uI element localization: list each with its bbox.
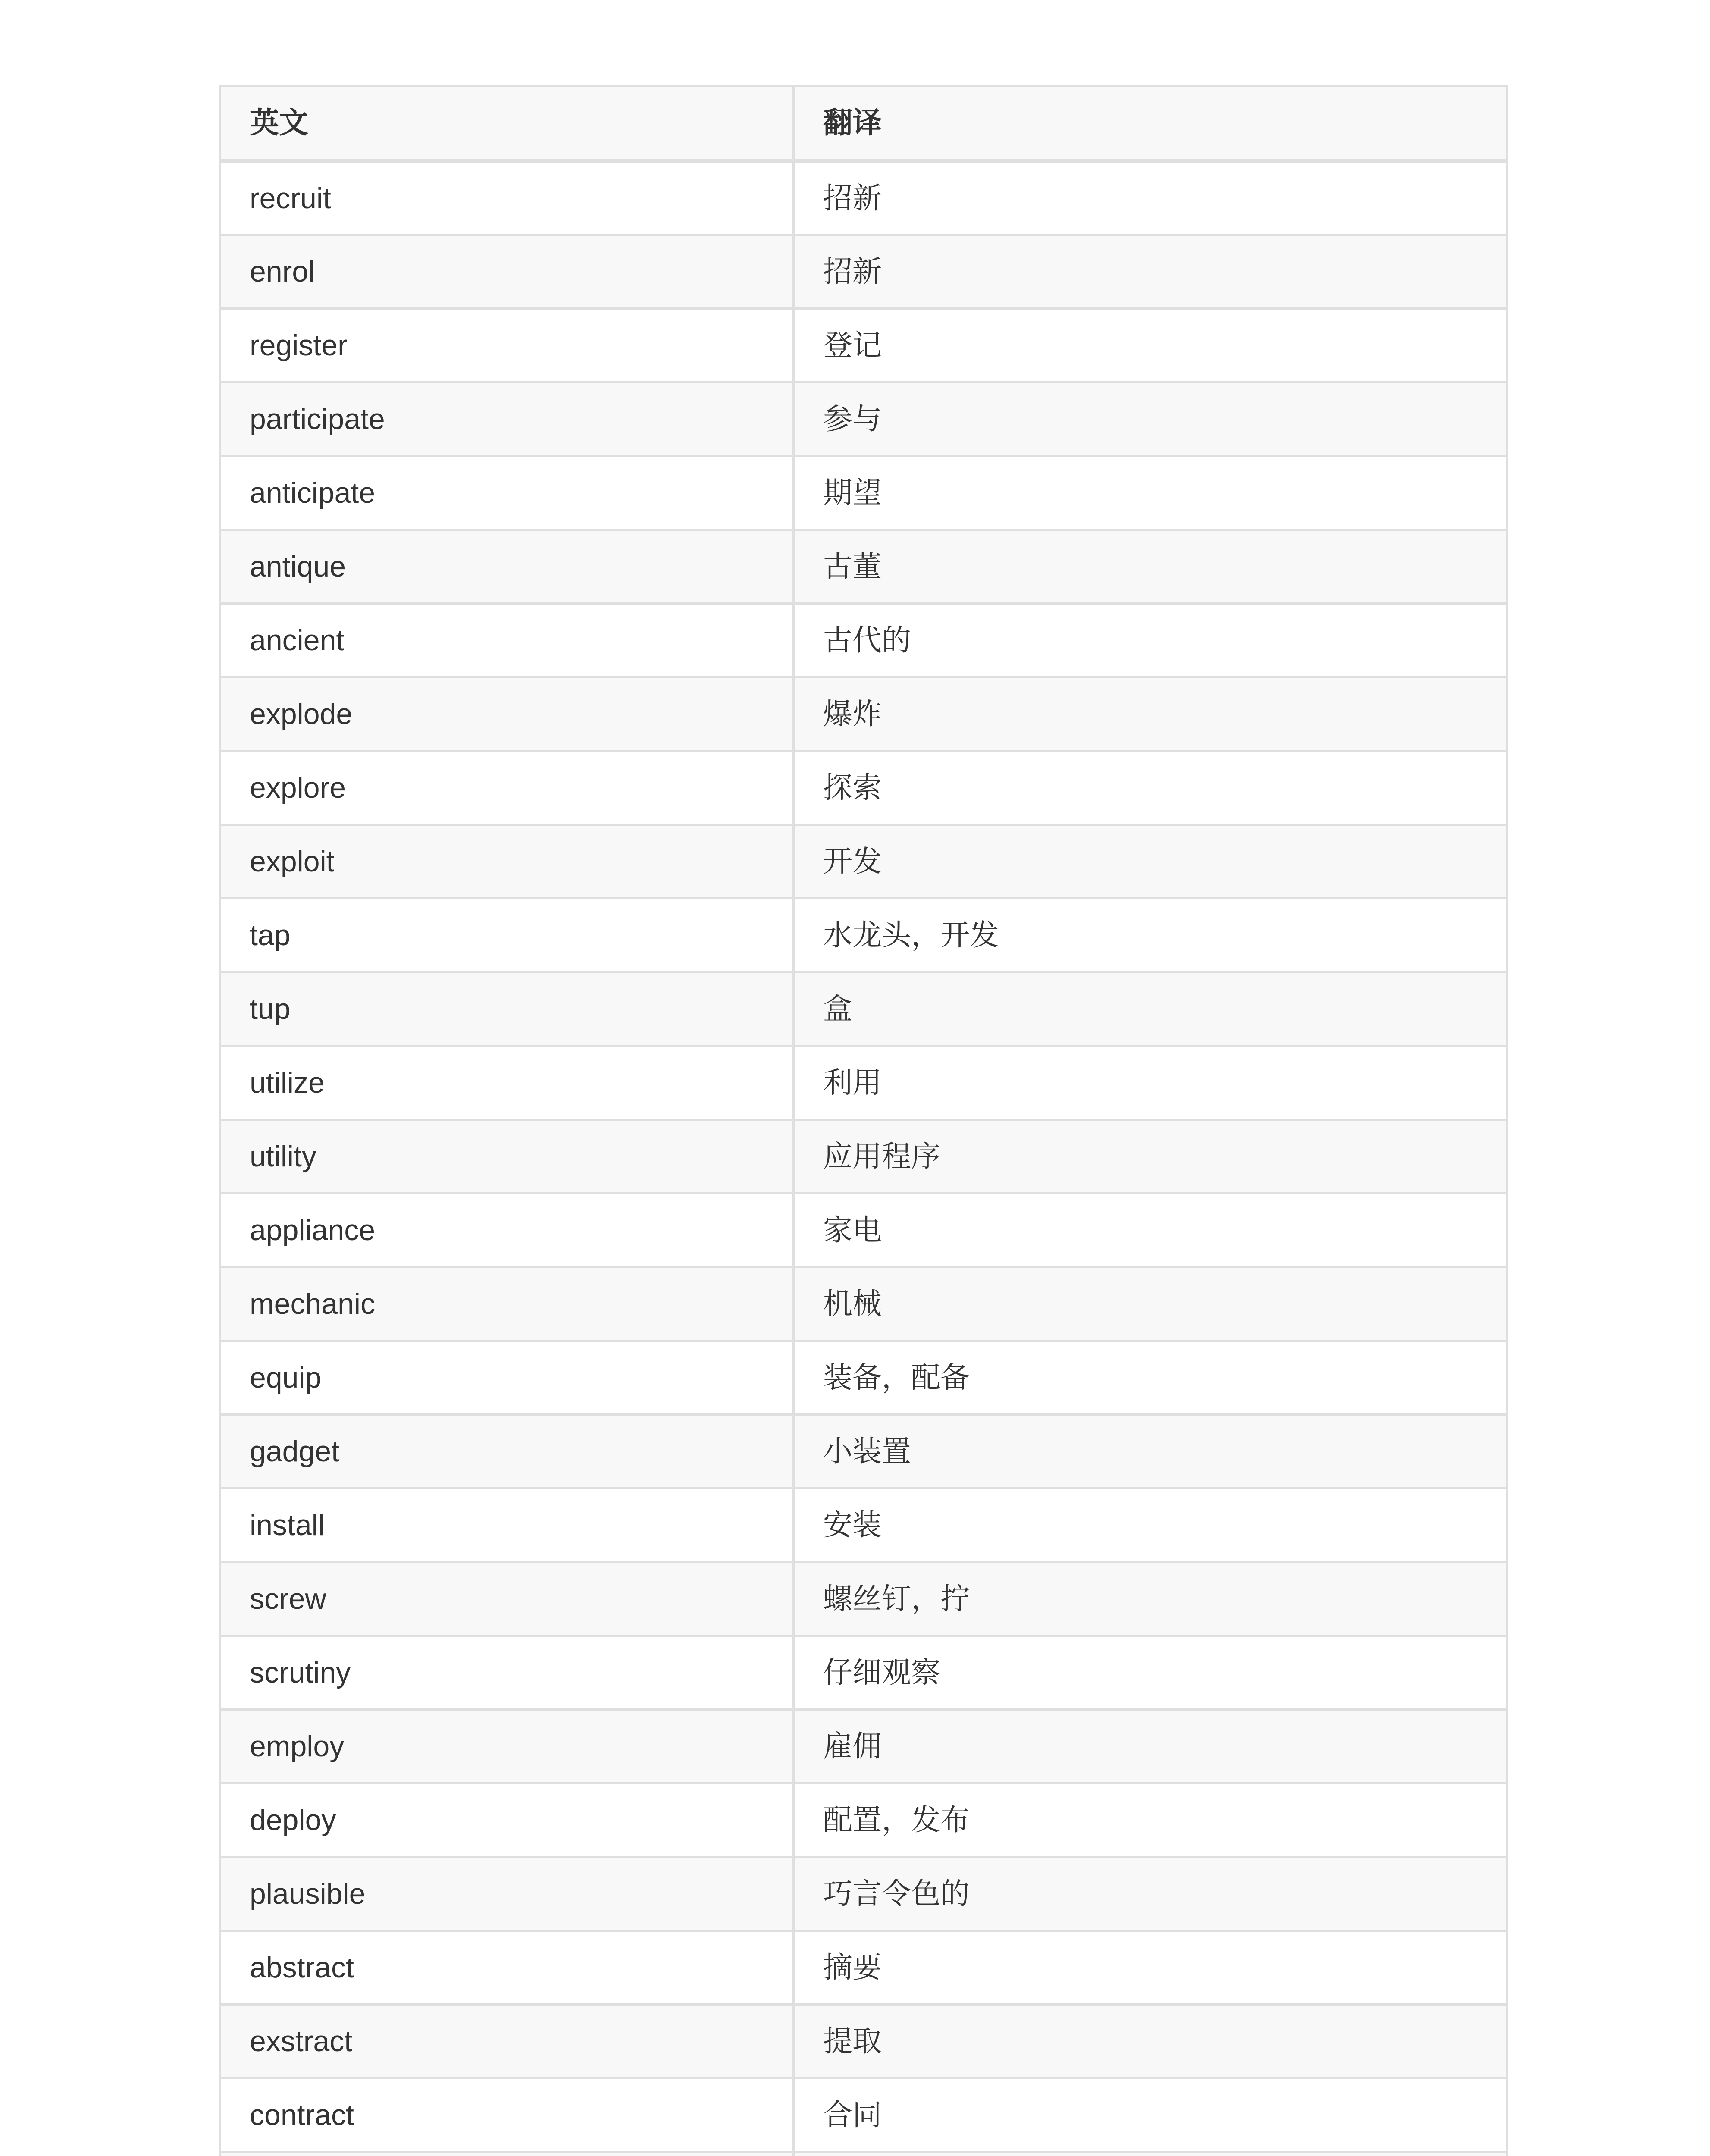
table-row [220,382,1507,456]
translation-cell [794,2152,1507,2156]
table-row [220,972,1507,1046]
translation-cell: 利用 [794,1046,1507,1120]
english-cell: antique [220,530,794,604]
table-row [220,456,1507,530]
english-cell: equip [220,1341,794,1415]
translation-cell: 水龙头，开发 [794,899,1507,972]
english-cell: exploit [220,825,794,899]
table-row [220,2152,1507,2156]
header-translation: 翻译 [794,86,1507,161]
translation-cell: 应用程序 [794,1120,1507,1194]
english-cell: employ [220,1710,794,1783]
table-header [220,86,1507,161]
table-row [220,1857,1507,1931]
translation-cell: 巧言令色的 [794,1857,1507,1931]
table-row [220,1710,1507,1783]
table-row [220,1120,1507,1194]
translation-cell: 机械 [794,1267,1507,1341]
english-cell: tup [220,972,794,1046]
english-cell: contract [220,2078,794,2152]
translation-cell: 探索 [794,751,1507,825]
table-row [220,825,1507,899]
table-row [220,1341,1507,1415]
translation-cell: 参与 [794,382,1507,456]
header-row [220,86,1507,161]
english-cell: participate [220,382,794,456]
table-row [220,899,1507,972]
table-row [220,604,1507,677]
translation-cell: 仔细观察 [794,1636,1507,1710]
english-cell: screw [220,1562,794,1636]
table-row [220,1562,1507,1636]
table-row [220,751,1507,825]
translation-cell: 古代的 [794,604,1507,677]
english-cell: ancient [220,604,794,677]
table-row [220,677,1507,751]
table-row [220,1046,1507,1120]
english-cell: enrol [220,235,794,309]
english-cell: register [220,309,794,382]
translation-cell: 登记 [794,309,1507,382]
translation-cell: 招新 [794,161,1507,235]
table-row [220,1267,1507,1341]
english-cell: scrutiny [220,1636,794,1710]
translation-cell: 安装 [794,1489,1507,1562]
table-row [220,1636,1507,1710]
translation-cell: 装备，配备 [794,1341,1507,1415]
english-cell: explore [220,751,794,825]
table-row [220,1783,1507,1857]
translation-cell: 螺丝钉，拧 [794,1562,1507,1636]
translation-cell: 小装置 [794,1415,1507,1489]
table-row [220,235,1507,309]
table-row [220,1931,1507,2005]
english-cell: gadget [220,1415,794,1489]
translation-cell: 雇佣 [794,1710,1507,1783]
translation-cell: 开发 [794,825,1507,899]
english-cell: utilize [220,1046,794,1120]
english-cell [220,2152,794,2156]
vocabulary-table [219,85,1508,2156]
translation-cell: 期望 [794,456,1507,530]
english-cell: anticipate [220,456,794,530]
english-cell: recruit [220,161,794,235]
english-cell: explode [220,677,794,751]
translation-cell: 配置，发布 [794,1783,1507,1857]
translation-cell: 招新 [794,235,1507,309]
table-row [220,309,1507,382]
english-cell: utility [220,1120,794,1194]
table-row [220,1415,1507,1489]
table-body [220,161,1507,2156]
translation-cell: 古董 [794,530,1507,604]
table-row [220,530,1507,604]
header-english: 英文 [220,86,794,161]
english-cell: tap [220,899,794,972]
english-cell: plausible [220,1857,794,1931]
english-cell: deploy [220,1783,794,1857]
table-row [220,1489,1507,1562]
translation-cell: 提取 [794,2005,1507,2078]
english-cell: abstract [220,1931,794,2005]
translation-cell: 盒 [794,972,1507,1046]
table-row [220,161,1507,235]
translation-cell: 爆炸 [794,677,1507,751]
english-cell: appliance [220,1194,794,1267]
translation-cell: 家电 [794,1194,1507,1267]
table-row [220,2078,1507,2152]
english-cell: mechanic [220,1267,794,1341]
english-cell: exstract [220,2005,794,2078]
table-row [220,1194,1507,1267]
translation-cell: 摘要 [794,1931,1507,2005]
table-row [220,2005,1507,2078]
english-cell: install [220,1489,794,1562]
translation-cell: 合同 [794,2078,1507,2152]
